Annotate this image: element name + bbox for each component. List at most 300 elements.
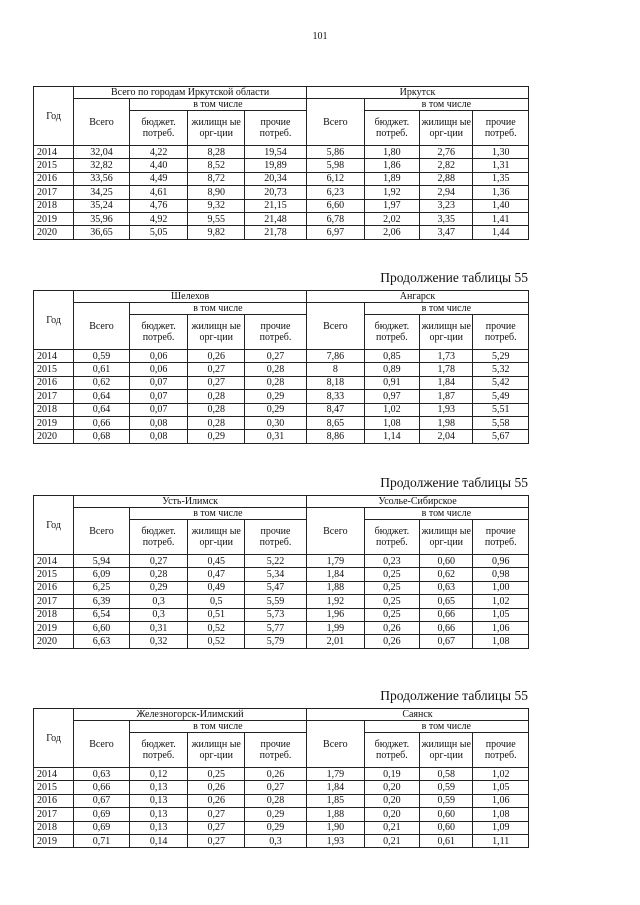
value-cell: 1,97 bbox=[364, 199, 419, 212]
value-cell: 3,47 bbox=[420, 226, 473, 239]
value-cell: 0,26 bbox=[364, 621, 419, 634]
value-cell: 6,60 bbox=[74, 621, 129, 634]
data-table bbox=[33, 495, 529, 649]
value-cell: 0,66 bbox=[420, 621, 473, 634]
total-header: Всего bbox=[74, 721, 129, 768]
value-cell: 0,13 bbox=[129, 794, 188, 807]
value-cell: 0,23 bbox=[364, 555, 419, 568]
value-cell: 0,47 bbox=[188, 568, 245, 581]
other-header: прочие потреб. bbox=[244, 315, 306, 350]
value-cell: 8,28 bbox=[188, 146, 245, 159]
value-cell: 0,28 bbox=[188, 403, 245, 416]
value-cell: 1,96 bbox=[307, 608, 365, 621]
value-cell: 0,27 bbox=[188, 821, 245, 834]
table-row bbox=[34, 172, 529, 185]
year-cell: 2016 bbox=[34, 794, 74, 807]
value-cell: 0,29 bbox=[188, 430, 245, 443]
table-row bbox=[34, 834, 529, 847]
value-cell: 0,28 bbox=[244, 363, 306, 376]
value-cell: 1,02 bbox=[473, 595, 529, 608]
budget-header: бюджет. потреб. bbox=[364, 520, 419, 555]
value-cell: 0,60 bbox=[420, 821, 473, 834]
table-row bbox=[34, 781, 529, 794]
total-header: Всего bbox=[307, 508, 365, 555]
housing-header: жилищн ые орг-ции bbox=[188, 111, 245, 146]
value-cell: 1,35 bbox=[473, 172, 529, 185]
value-cell: 5,47 bbox=[245, 581, 307, 594]
value-cell: 8,52 bbox=[188, 159, 245, 172]
value-cell: 0,28 bbox=[245, 794, 307, 807]
year-cell: 2015 bbox=[34, 159, 74, 172]
total-header: Всего bbox=[307, 721, 365, 768]
value-cell: 0,29 bbox=[244, 403, 306, 416]
value-cell: 0,62 bbox=[420, 568, 473, 581]
value-cell: 0,27 bbox=[245, 781, 307, 794]
value-cell: 9,82 bbox=[188, 226, 245, 239]
value-cell: 1,06 bbox=[473, 621, 529, 634]
value-cell: 20,34 bbox=[244, 172, 306, 185]
value-cell: 0,26 bbox=[364, 635, 419, 648]
housing-header: жилищн ые орг-ции bbox=[420, 520, 473, 555]
value-cell: 0,64 bbox=[74, 390, 129, 403]
value-cell: 1,11 bbox=[473, 834, 529, 847]
year-cell: 2017 bbox=[34, 390, 74, 403]
value-cell: 0,27 bbox=[188, 363, 245, 376]
value-cell: 35,96 bbox=[74, 212, 129, 225]
value-cell: 0,13 bbox=[129, 781, 188, 794]
value-cell: 1,90 bbox=[307, 821, 365, 834]
total-header: Всего bbox=[307, 303, 365, 350]
value-cell: 1,44 bbox=[473, 226, 529, 239]
value-cell: 1,06 bbox=[473, 794, 529, 807]
table-row bbox=[34, 568, 529, 581]
budget-header: бюджет. потреб. bbox=[129, 315, 188, 350]
value-cell: 0,68 bbox=[74, 430, 129, 443]
value-cell: 21,78 bbox=[244, 226, 306, 239]
value-cell: 1,05 bbox=[473, 608, 529, 621]
data-table bbox=[33, 86, 529, 240]
continuation-title: Продолжение таблицы 55 bbox=[380, 688, 528, 703]
table-row bbox=[34, 794, 529, 807]
value-cell: 0,29 bbox=[245, 821, 307, 834]
value-cell: 8,86 bbox=[307, 430, 365, 443]
budget-header: бюджет. потреб. bbox=[364, 315, 419, 350]
including-header: в том числе bbox=[364, 303, 528, 315]
value-cell: 1,93 bbox=[307, 834, 365, 847]
value-cell: 0,3 bbox=[129, 595, 188, 608]
table-row bbox=[34, 768, 529, 781]
left-city-header: Железногорск-Илимский bbox=[74, 709, 307, 721]
value-cell: 1,89 bbox=[364, 172, 419, 185]
value-cell: 1,02 bbox=[364, 403, 419, 416]
value-cell: 6,54 bbox=[74, 608, 129, 621]
year-cell: 2020 bbox=[34, 226, 74, 239]
value-cell: 8,33 bbox=[307, 390, 365, 403]
year-cell: 2018 bbox=[34, 403, 74, 416]
value-cell: 0,20 bbox=[364, 781, 419, 794]
value-cell: 1,14 bbox=[364, 430, 419, 443]
including-header: в том числе bbox=[129, 508, 306, 520]
value-cell: 1,84 bbox=[307, 568, 365, 581]
value-cell: 0,66 bbox=[74, 416, 129, 429]
table-row bbox=[34, 403, 529, 416]
value-cell: 0,5 bbox=[188, 595, 245, 608]
table-row bbox=[34, 350, 529, 363]
right-city-header: Иркутск bbox=[307, 87, 529, 99]
year-cell: 2014 bbox=[34, 146, 74, 159]
value-cell: 8,18 bbox=[307, 376, 365, 389]
continuation-title: Продолжение таблицы 55 bbox=[380, 475, 528, 490]
value-cell: 0,28 bbox=[129, 568, 188, 581]
value-cell: 4,22 bbox=[129, 146, 188, 159]
table-row bbox=[34, 376, 529, 389]
year-cell: 2014 bbox=[34, 350, 74, 363]
value-cell: 0,64 bbox=[74, 403, 129, 416]
value-cell: 0,07 bbox=[129, 403, 188, 416]
value-cell: 0,58 bbox=[420, 768, 473, 781]
table-row bbox=[34, 363, 529, 376]
value-cell: 2,04 bbox=[420, 430, 473, 443]
budget-header: бюджет. потреб. bbox=[129, 520, 188, 555]
table-row bbox=[34, 186, 529, 199]
value-cell: 5,94 bbox=[74, 555, 129, 568]
value-cell: 5,86 bbox=[307, 146, 365, 159]
value-cell: 0,25 bbox=[364, 581, 419, 594]
year-cell: 2014 bbox=[34, 555, 74, 568]
value-cell: 2,01 bbox=[307, 635, 365, 648]
value-cell: 0,28 bbox=[188, 416, 245, 429]
value-cell: 1,79 bbox=[307, 555, 365, 568]
value-cell: 5,77 bbox=[245, 621, 307, 634]
other-header: прочие потреб. bbox=[245, 733, 307, 768]
total-header: Всего bbox=[74, 508, 129, 555]
including-header: в том числе bbox=[364, 721, 528, 733]
value-cell: 1,92 bbox=[307, 595, 365, 608]
table-row bbox=[34, 621, 529, 634]
value-cell: 6,23 bbox=[307, 186, 365, 199]
value-cell: 1,05 bbox=[473, 781, 529, 794]
year-cell: 2020 bbox=[34, 635, 74, 648]
value-cell: 0,25 bbox=[364, 608, 419, 621]
value-cell: 5,29 bbox=[473, 350, 529, 363]
value-cell: 5,32 bbox=[473, 363, 529, 376]
value-cell: 8,65 bbox=[307, 416, 365, 429]
year-cell: 2014 bbox=[34, 768, 74, 781]
value-cell: 0,66 bbox=[420, 608, 473, 621]
year-cell: 2018 bbox=[34, 821, 74, 834]
value-cell: 0,96 bbox=[473, 555, 529, 568]
value-cell: 6,97 bbox=[307, 226, 365, 239]
value-cell: 20,73 bbox=[244, 186, 306, 199]
value-cell: 3,35 bbox=[420, 212, 473, 225]
value-cell: 1,92 bbox=[364, 186, 419, 199]
value-cell: 0,13 bbox=[129, 821, 188, 834]
value-cell: 0,59 bbox=[420, 781, 473, 794]
value-cell: 1,88 bbox=[307, 581, 365, 594]
housing-header: жилищн ые орг-ции bbox=[420, 111, 473, 146]
value-cell: 0,71 bbox=[74, 834, 129, 847]
value-cell: 8,72 bbox=[188, 172, 245, 185]
value-cell: 0,27 bbox=[129, 555, 188, 568]
value-cell: 0,13 bbox=[129, 808, 188, 821]
value-cell: 2,02 bbox=[364, 212, 419, 225]
table-row bbox=[34, 146, 529, 159]
value-cell: 0,65 bbox=[420, 595, 473, 608]
value-cell: 0,63 bbox=[420, 581, 473, 594]
value-cell: 5,73 bbox=[245, 608, 307, 621]
value-cell: 0,27 bbox=[188, 808, 245, 821]
value-cell: 0,3 bbox=[245, 834, 307, 847]
value-cell: 5,51 bbox=[473, 403, 529, 416]
page-number: 101 bbox=[312, 31, 328, 42]
value-cell: 0,26 bbox=[188, 350, 245, 363]
value-cell: 0,14 bbox=[129, 834, 188, 847]
value-cell: 5,67 bbox=[473, 430, 529, 443]
total-header: Всего bbox=[74, 303, 129, 350]
value-cell: 1,08 bbox=[473, 808, 529, 821]
table-row bbox=[34, 808, 529, 821]
value-cell: 0,63 bbox=[74, 768, 129, 781]
budget-header: бюджет. потреб. bbox=[364, 733, 419, 768]
value-cell: 35,24 bbox=[74, 199, 129, 212]
value-cell: 9,32 bbox=[188, 199, 245, 212]
value-cell: 0,28 bbox=[244, 376, 306, 389]
value-cell: 2,06 bbox=[364, 226, 419, 239]
value-cell: 1,08 bbox=[473, 635, 529, 648]
value-cell: 6,63 bbox=[74, 635, 129, 648]
value-cell: 4,61 bbox=[129, 186, 188, 199]
year-cell: 2016 bbox=[34, 172, 74, 185]
budget-header: бюджет. потреб. bbox=[129, 111, 188, 146]
table-row bbox=[34, 821, 529, 834]
value-cell: 1,80 bbox=[364, 146, 419, 159]
value-cell: 0,60 bbox=[420, 555, 473, 568]
value-cell: 1,31 bbox=[473, 159, 529, 172]
including-header: в том числе bbox=[364, 99, 528, 111]
including-header: в том числе bbox=[129, 303, 306, 315]
table-row bbox=[34, 199, 529, 212]
value-cell: 0,31 bbox=[129, 621, 188, 634]
budget-header: бюджет. потреб. bbox=[364, 111, 419, 146]
value-cell: 5,98 bbox=[307, 159, 365, 172]
table-row bbox=[34, 581, 529, 594]
value-cell: 0,51 bbox=[188, 608, 245, 621]
value-cell: 0,25 bbox=[364, 595, 419, 608]
value-cell: 0,30 bbox=[244, 416, 306, 429]
value-cell: 4,92 bbox=[129, 212, 188, 225]
value-cell: 0,08 bbox=[129, 430, 188, 443]
other-header: прочие потреб. bbox=[244, 111, 306, 146]
table-row bbox=[34, 226, 529, 239]
year-cell: 2018 bbox=[34, 608, 74, 621]
value-cell: 0,07 bbox=[129, 390, 188, 403]
value-cell: 0,26 bbox=[188, 794, 245, 807]
value-cell: 9,55 bbox=[188, 212, 245, 225]
value-cell: 33,56 bbox=[74, 172, 129, 185]
other-header: прочие потреб. bbox=[473, 520, 529, 555]
year-cell: 2016 bbox=[34, 376, 74, 389]
value-cell: 0,25 bbox=[364, 568, 419, 581]
value-cell: 0,62 bbox=[74, 376, 129, 389]
value-cell: 5,42 bbox=[473, 376, 529, 389]
year-header: Год bbox=[34, 291, 74, 350]
value-cell: 1,84 bbox=[420, 376, 473, 389]
value-cell: 1,78 bbox=[420, 363, 473, 376]
value-cell: 0,59 bbox=[420, 794, 473, 807]
value-cell: 6,39 bbox=[74, 595, 129, 608]
value-cell: 4,76 bbox=[129, 199, 188, 212]
value-cell: 7,86 bbox=[307, 350, 365, 363]
value-cell: 1,08 bbox=[364, 416, 419, 429]
table-row bbox=[34, 608, 529, 621]
budget-header: бюджет. потреб. bbox=[129, 733, 188, 768]
housing-header: жилищн ые орг-ции bbox=[188, 520, 245, 555]
value-cell: 1,40 bbox=[473, 199, 529, 212]
year-cell: 2017 bbox=[34, 186, 74, 199]
value-cell: 0,20 bbox=[364, 808, 419, 821]
value-cell: 2,94 bbox=[420, 186, 473, 199]
value-cell: 2,76 bbox=[420, 146, 473, 159]
value-cell: 8 bbox=[307, 363, 365, 376]
value-cell: 0,20 bbox=[364, 794, 419, 807]
value-cell: 8,47 bbox=[307, 403, 365, 416]
value-cell: 6,09 bbox=[74, 568, 129, 581]
year-cell: 2017 bbox=[34, 808, 74, 821]
value-cell: 0,89 bbox=[364, 363, 419, 376]
value-cell: 1,98 bbox=[420, 416, 473, 429]
left-city-header: Всего по городам Иркутской области bbox=[74, 87, 307, 99]
value-cell: 5,58 bbox=[473, 416, 529, 429]
year-cell: 2017 bbox=[34, 595, 74, 608]
value-cell: 4,40 bbox=[129, 159, 188, 172]
table-row bbox=[34, 430, 529, 443]
value-cell: 5,22 bbox=[245, 555, 307, 568]
value-cell: 0,31 bbox=[244, 430, 306, 443]
value-cell: 0,45 bbox=[188, 555, 245, 568]
value-cell: 1,88 bbox=[307, 808, 365, 821]
other-header: прочие потреб. bbox=[473, 733, 529, 768]
value-cell: 0,21 bbox=[364, 821, 419, 834]
year-header: Год bbox=[34, 496, 74, 555]
value-cell: 0,61 bbox=[74, 363, 129, 376]
including-header: в том числе bbox=[129, 99, 306, 111]
table-row bbox=[34, 595, 529, 608]
value-cell: 1,84 bbox=[307, 781, 365, 794]
value-cell: 0,26 bbox=[245, 768, 307, 781]
value-cell: 34,25 bbox=[74, 186, 129, 199]
value-cell: 3,23 bbox=[420, 199, 473, 212]
value-cell: 0,06 bbox=[129, 363, 188, 376]
value-cell: 2,88 bbox=[420, 172, 473, 185]
value-cell: 0,3 bbox=[129, 608, 188, 621]
value-cell: 0,32 bbox=[129, 635, 188, 648]
value-cell: 0,60 bbox=[420, 808, 473, 821]
including-header: в том числе bbox=[129, 721, 306, 733]
value-cell: 0,06 bbox=[129, 350, 188, 363]
value-cell: 5,79 bbox=[245, 635, 307, 648]
left-city-header: Усть-Илимск bbox=[74, 496, 307, 508]
value-cell: 1,86 bbox=[364, 159, 419, 172]
value-cell: 0,98 bbox=[473, 568, 529, 581]
year-cell: 2016 bbox=[34, 581, 74, 594]
value-cell: 1,85 bbox=[307, 794, 365, 807]
value-cell: 1,41 bbox=[473, 212, 529, 225]
table-row bbox=[34, 159, 529, 172]
total-header: Всего bbox=[74, 99, 129, 146]
including-header: в том числе bbox=[364, 508, 528, 520]
data-table bbox=[33, 290, 529, 444]
value-cell: 0,27 bbox=[188, 834, 245, 847]
left-city-header: Шелехов bbox=[74, 291, 307, 303]
value-cell: 6,78 bbox=[307, 212, 365, 225]
value-cell: 0,52 bbox=[188, 621, 245, 634]
table-row bbox=[34, 390, 529, 403]
value-cell: 1,99 bbox=[307, 621, 365, 634]
value-cell: 1,36 bbox=[473, 186, 529, 199]
year-cell: 2019 bbox=[34, 416, 74, 429]
year-cell: 2015 bbox=[34, 363, 74, 376]
value-cell: 0,21 bbox=[364, 834, 419, 847]
value-cell: 1,93 bbox=[420, 403, 473, 416]
value-cell: 0,59 bbox=[74, 350, 129, 363]
value-cell: 0,69 bbox=[74, 808, 129, 821]
total-header: Всего bbox=[307, 99, 365, 146]
value-cell: 5,59 bbox=[245, 595, 307, 608]
value-cell: 32,04 bbox=[74, 146, 129, 159]
value-cell: 4,49 bbox=[129, 172, 188, 185]
value-cell: 32,82 bbox=[74, 159, 129, 172]
continuation-title: Продолжение таблицы 55 bbox=[380, 270, 528, 285]
value-cell: 19,54 bbox=[244, 146, 306, 159]
housing-header: жилищн ые орг-ции bbox=[420, 733, 473, 768]
data-table bbox=[33, 708, 529, 848]
value-cell: 8,90 bbox=[188, 186, 245, 199]
right-city-header: Ангарск bbox=[307, 291, 529, 303]
value-cell: 0,97 bbox=[364, 390, 419, 403]
value-cell: 21,15 bbox=[244, 199, 306, 212]
housing-header: жилищн ые орг-ции bbox=[420, 315, 473, 350]
housing-header: жилищн ые орг-ции bbox=[188, 733, 245, 768]
value-cell: 0,61 bbox=[420, 834, 473, 847]
value-cell: 0,69 bbox=[74, 821, 129, 834]
value-cell: 0,25 bbox=[188, 768, 245, 781]
other-header: прочие потреб. bbox=[245, 520, 307, 555]
value-cell: 0,07 bbox=[129, 376, 188, 389]
table-row bbox=[34, 212, 529, 225]
year-cell: 2018 bbox=[34, 199, 74, 212]
year-header: Год bbox=[34, 709, 74, 768]
right-city-header: Усолье-Сибирское bbox=[307, 496, 529, 508]
value-cell: 0,27 bbox=[244, 350, 306, 363]
value-cell: 0,67 bbox=[74, 794, 129, 807]
value-cell: 0,67 bbox=[420, 635, 473, 648]
value-cell: 0,49 bbox=[188, 581, 245, 594]
value-cell: 2,82 bbox=[420, 159, 473, 172]
year-cell: 2020 bbox=[34, 430, 74, 443]
value-cell: 1,30 bbox=[473, 146, 529, 159]
year-cell: 2015 bbox=[34, 781, 74, 794]
table-row bbox=[34, 555, 529, 568]
value-cell: 1,73 bbox=[420, 350, 473, 363]
value-cell: 1,00 bbox=[473, 581, 529, 594]
value-cell: 0,85 bbox=[364, 350, 419, 363]
value-cell: 36,65 bbox=[74, 226, 129, 239]
year-cell: 2015 bbox=[34, 568, 74, 581]
year-cell: 2019 bbox=[34, 834, 74, 847]
table-row bbox=[34, 635, 529, 648]
value-cell: 0,91 bbox=[364, 376, 419, 389]
value-cell: 0,19 bbox=[364, 768, 419, 781]
